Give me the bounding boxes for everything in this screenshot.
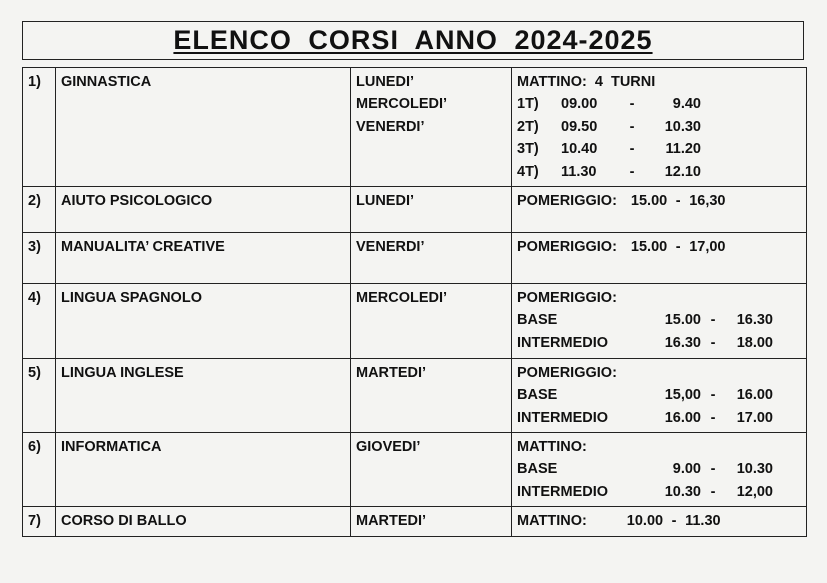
table-row	[23, 68, 807, 187]
course-days	[351, 284, 512, 359]
day: VENERDI’	[356, 239, 425, 255]
day: GIOVEDI’	[356, 439, 421, 455]
dash: -	[710, 409, 716, 426]
course-name: INFORMATICA	[56, 433, 351, 507]
level-label: INTERMEDIO	[517, 334, 609, 351]
time-end: 16,30	[689, 193, 726, 209]
schedule-label: POMERIGGIO:	[517, 193, 617, 209]
dash: -	[671, 513, 677, 529]
schedule-header: POMERIGGIO:	[517, 290, 617, 306]
row-number: 4)	[23, 284, 56, 359]
table-row	[23, 187, 807, 233]
table-row	[23, 233, 807, 284]
dash: -	[629, 96, 635, 113]
course-schedule	[512, 507, 807, 537]
slot-start: 11.30	[561, 163, 597, 180]
dash: -	[710, 334, 716, 351]
course-schedule	[512, 233, 807, 284]
row-number: 1)	[23, 68, 56, 187]
slot-start: 10.40	[561, 141, 598, 158]
day: MARTEDI’	[356, 365, 427, 381]
dash: -	[629, 118, 635, 135]
time-slot	[517, 93, 806, 115]
page-title: ELENCO CORSI ANNO 2024-2025	[173, 25, 653, 55]
dash: -	[710, 387, 716, 404]
slot-start: 09.00	[561, 96, 598, 113]
level-end: 17.00	[736, 409, 773, 426]
courses-table	[22, 67, 807, 537]
course-name: GINNASTICA	[56, 68, 351, 187]
level-end: 12,00	[736, 483, 773, 500]
slot-label: 3T)	[517, 141, 539, 158]
schedule-header: POMERIGGIO:	[517, 365, 617, 381]
level-label: INTERMEDIO	[517, 483, 609, 500]
level-label: BASE	[517, 461, 558, 478]
time-slot	[517, 116, 806, 138]
dash: -	[710, 461, 716, 478]
table-row	[23, 359, 807, 433]
dash: -	[675, 239, 681, 255]
time-start: 15.00	[630, 239, 668, 255]
course-days	[351, 68, 512, 187]
level-slot	[517, 458, 806, 480]
level-end: 16.30	[736, 312, 773, 329]
course-days	[351, 359, 512, 433]
course-schedule	[512, 359, 807, 433]
level-label: BASE	[517, 312, 558, 329]
day: VENERDI’	[356, 118, 425, 135]
level-end: 10.30	[736, 461, 773, 478]
schedule-label: POMERIGGIO:	[517, 239, 617, 255]
slot-start: 09.50	[561, 118, 598, 135]
row-number: 7)	[23, 507, 56, 537]
row-number: 6)	[23, 433, 56, 507]
time-range	[517, 190, 806, 212]
course-schedule	[512, 284, 807, 359]
row-number: 5)	[23, 359, 56, 433]
course-days	[351, 233, 512, 284]
day: MERCOLEDI’	[356, 290, 448, 306]
level-end: 16.00	[736, 387, 773, 404]
level-slot	[517, 332, 806, 354]
level-slot	[517, 481, 806, 503]
course-days	[351, 507, 512, 537]
level-end: 18.00	[736, 334, 773, 351]
row-number: 2)	[23, 187, 56, 233]
course-days	[351, 187, 512, 233]
course-name: MANUALITA’ CREATIVE	[56, 233, 351, 284]
table-row	[23, 433, 807, 507]
level-slot	[517, 407, 806, 429]
time-start: 15.00	[630, 193, 668, 209]
time-range	[517, 236, 806, 258]
level-label: BASE	[517, 387, 558, 404]
schedule-header: MATTINO: 4 TURNI	[517, 74, 656, 90]
level-start: 9.00	[672, 461, 701, 478]
time-end: 11.30	[685, 513, 721, 529]
slot-end: 9.40	[672, 96, 701, 113]
time-range	[517, 510, 806, 532]
course-name: AIUTO PSICOLOGICO	[56, 187, 351, 233]
day: MERCOLEDI’	[356, 96, 448, 113]
dash: -	[629, 141, 635, 158]
day: LUNEDI’	[356, 74, 414, 90]
time-end: 17,00	[689, 239, 726, 255]
level-slot	[517, 384, 806, 406]
level-start: 16.30	[664, 334, 701, 351]
slot-end: 12.10	[664, 163, 701, 180]
level-label: INTERMEDIO	[517, 409, 609, 426]
day: LUNEDI’	[356, 193, 414, 209]
time-slot	[517, 138, 806, 160]
level-start: 16.00	[664, 409, 701, 426]
slot-end: 10.30	[664, 118, 701, 135]
dash: -	[710, 312, 716, 329]
course-schedule	[512, 187, 807, 233]
course-days	[351, 433, 512, 507]
table-row	[23, 507, 807, 537]
title-box	[22, 21, 804, 60]
dash: -	[710, 483, 716, 500]
dash: -	[675, 193, 681, 209]
row-number: 3)	[23, 233, 56, 284]
dash: -	[629, 163, 635, 180]
schedule-header: MATTINO:	[517, 439, 587, 455]
course-name: LINGUA INGLESE	[56, 359, 351, 433]
level-slot	[517, 309, 806, 331]
level-start: 15.00	[664, 312, 701, 329]
schedule-label: MATTINO:	[517, 513, 587, 529]
time-slot	[517, 161, 806, 183]
course-name: CORSO DI BALLO	[56, 507, 351, 537]
level-start: 15,00	[664, 387, 701, 404]
course-name: LINGUA SPAGNOLO	[56, 284, 351, 359]
slot-label: 4T)	[517, 163, 539, 180]
course-schedule	[512, 433, 807, 507]
table-row	[23, 284, 807, 359]
level-start: 10.30	[664, 483, 701, 500]
course-schedule	[512, 68, 807, 187]
day: MARTEDI’	[356, 513, 427, 529]
time-start: 10.00	[626, 513, 664, 529]
slot-label: 1T)	[517, 96, 539, 113]
slot-label: 2T)	[517, 118, 539, 135]
slot-end: 11.20	[665, 141, 701, 158]
